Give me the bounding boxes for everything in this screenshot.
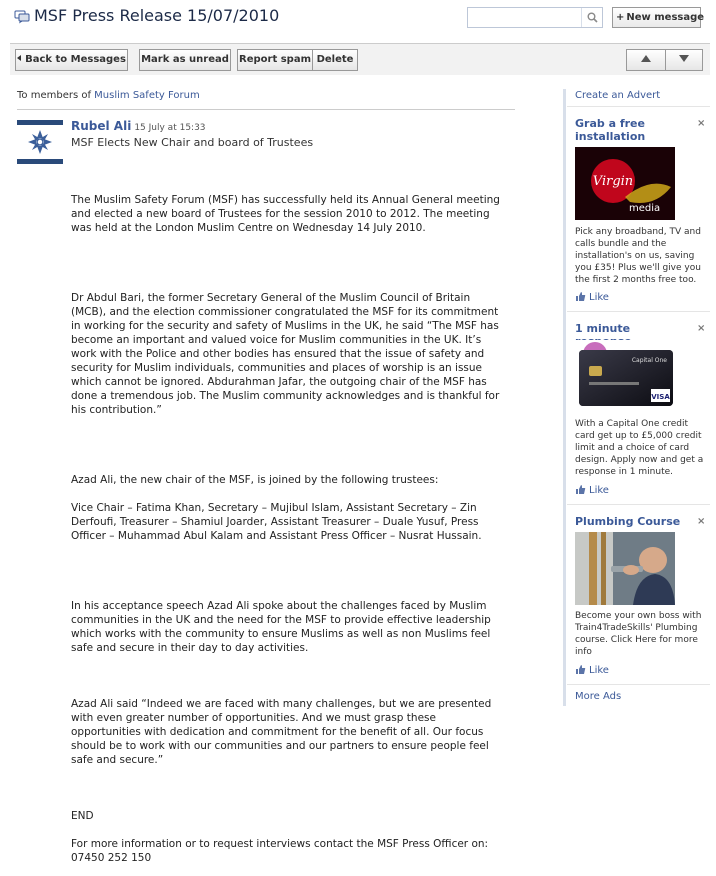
message-paragraph: Vice Chair – Fatima Khan, Secretary – Mujibul Islam, Assistant Secretary – Zin Derfoufi, Treasurer – Shamiul Joarder, Assistant Treasurer – Duale Yusuf, Press Officer – Muhammad Abul Kalam and Assistant Press Officer – Nusrat Hussain. xyxy=(71,502,482,542)
ad-image-logo: Virgin xyxy=(592,174,634,189)
like-label: Like xyxy=(589,665,609,676)
ad-image-logo: Capital One xyxy=(631,357,667,364)
page-title: MSF Press Release 15/07/2010 xyxy=(34,6,280,25)
message-paragraph: END xyxy=(71,810,94,822)
recipients-line xyxy=(17,90,200,101)
new-message-button[interactable] xyxy=(612,7,705,28)
sidebar-rule xyxy=(563,89,566,706)
divider xyxy=(567,106,710,107)
divider xyxy=(567,311,710,312)
back-to-messages-label: Back to Messages xyxy=(25,54,126,65)
message-paragraph: In his acceptance speech Azad Ali spoke about the challenges faced by Muslim communities in the UK and the need for the MSF to provide effective leadership which works with the community to ensure Muslims as well as non Muslims feel safe and secure in their day to day activities. xyxy=(71,600,491,654)
like-label: Like xyxy=(589,292,609,303)
ad-title[interactable]: Plumbing Course xyxy=(575,515,681,528)
divider xyxy=(567,684,710,685)
mark-as-unread-button[interactable]: Mark as unread xyxy=(139,49,231,71)
messages-icon xyxy=(14,10,30,24)
ad-image[interactable] xyxy=(575,340,675,413)
close-icon[interactable]: × xyxy=(697,516,706,527)
sender-name-link[interactable]: Rubel Ali xyxy=(71,119,132,133)
message-subject: MSF Elects New Chair and board of Trustees xyxy=(71,136,314,149)
search-input[interactable] xyxy=(468,8,580,27)
like-label: Like xyxy=(589,485,609,496)
ad-image-logo-sub: VISA xyxy=(651,393,670,401)
message-paragraph: For more information or to request interviews contact the MSF Press Officer on: 07450 252 150 xyxy=(71,838,489,864)
group-link[interactable]: Muslim Safety Forum xyxy=(94,90,200,101)
more-ads-link[interactable]: More Ads xyxy=(575,691,622,702)
plus-icon: + xyxy=(616,12,625,23)
divider xyxy=(17,109,515,110)
search-icon xyxy=(587,12,598,23)
close-icon[interactable]: × xyxy=(697,118,706,129)
ad-body: With a Capital One credit card get up to £5,000 credit limit and a choice of card design. Apply now and get a response in 1 minute. xyxy=(575,419,704,477)
thumbs-up-icon xyxy=(575,291,586,302)
previous-message-button[interactable] xyxy=(626,49,666,71)
back-triangle-icon xyxy=(17,55,21,61)
new-message-label: New message xyxy=(626,12,705,23)
message-timestamp: 15 July at 15:33 xyxy=(134,123,206,133)
ad-image[interactable] xyxy=(575,147,675,220)
up-arrow-icon xyxy=(641,55,651,62)
like-link[interactable] xyxy=(575,484,609,496)
like-link[interactable] xyxy=(575,664,609,676)
down-arrow-icon xyxy=(679,55,689,62)
thumbs-up-icon xyxy=(575,484,586,495)
delete-button[interactable]: Delete xyxy=(312,49,358,71)
ad-title[interactable]: 1 minute xyxy=(575,322,631,335)
ad-title[interactable]: Grab a free installation xyxy=(575,117,646,143)
report-spam-button[interactable]: Report spam xyxy=(237,49,313,71)
like-link[interactable] xyxy=(575,291,609,303)
search-button[interactable] xyxy=(581,8,602,27)
sender-avatar[interactable] xyxy=(17,120,63,164)
close-icon[interactable]: × xyxy=(697,323,706,334)
message-paragraph: Dr Abdul Bari, the former Secretary General of the Muslim Council of Britain (MCB), and the election commissioner congratulated the MSF for its commitment in working for the security and safety of Muslims in the UK, he said “The MSF has become an important and valued voice for Muslim communities in the UK. It’s work with the Police and other bodies has ensured that the issue of safety and security for Muslim individuals, communities and places of worship is an issue which cannot be ignored. Abdurahman Jafar, the outgoing chair of the MSF has done a tremendous job. The Muslim community acknowledges and is thankful for his contribution.” xyxy=(71,292,500,416)
sender-line xyxy=(71,119,206,133)
thumbs-up-icon xyxy=(575,664,586,675)
message-paragraph: The Muslim Safety Forum (MSF) has successfully held its Annual General meeting and elected a new board of Trustees for the session 2010 to 2012. The meeting was held at the London Muslim Centre on Wednesday 14 July 2010. xyxy=(71,194,500,234)
back-to-messages-button[interactable] xyxy=(15,49,128,71)
message-paragraph: Azad Ali, the new chair of the MSF, is joined by the following trustees: xyxy=(71,474,439,486)
create-advert-link[interactable]: Create an Advert xyxy=(575,90,661,101)
ad-image-logo-sub: media xyxy=(629,203,661,214)
search-box xyxy=(467,7,603,28)
ad-body: Become your own boss with Train4TradeSkills' Plumbing course. Click Here for more info xyxy=(575,611,702,657)
divider xyxy=(567,504,710,505)
next-message-button[interactable] xyxy=(665,49,703,71)
message-paragraph: Azad Ali said “Indeed we are faced with many challenges, but we are presented with even greater number of opportunities. And we must grasp these opportunities with dedication and commitment for the benefit of all. Our focus should be to work with our communities and our partners to ensure people feel safe and secure.” xyxy=(71,698,492,766)
ad-image[interactable] xyxy=(575,532,675,605)
recipients-prefix: To members of xyxy=(17,90,95,101)
ad-body: Pick any broadband, TV and calls bundle and the installation's on us, saving you £35! Plus we'll give you the first 2 months free too. xyxy=(575,227,701,285)
